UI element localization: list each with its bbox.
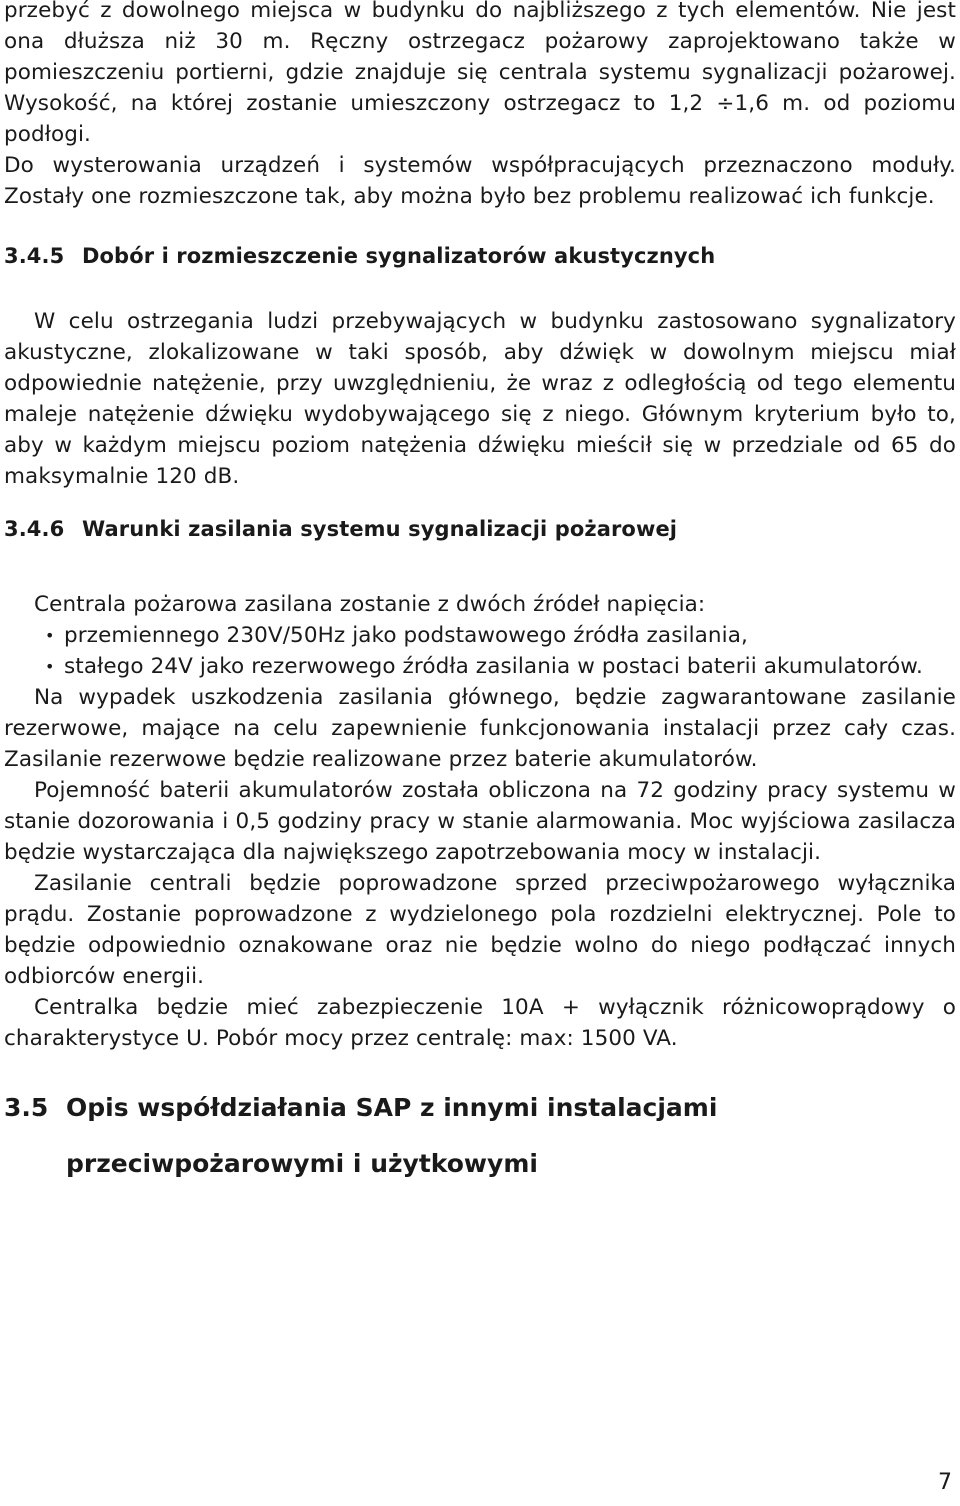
paragraph-power-supply-route: Zasilanie centrali będzie poprowadzone sprzed przeciwpożarowego wyłącznika prądu. Zostanie poprowadzone z wydzielonego pola rozdzielni elektrycznej. Pole to będzie odpowiednio oznakowane oraz nie będzie wolno do niego podłączać innych odbiorców energii. — [4, 871, 956, 989]
paragraph-backup-power: Na wypadek uszkodzenia zasilania głównego, będzie zagwarantowane zasilanie rezerwowe, mające na celu zapewnienie funkcjonowania instalacji przez cały czas. Zasilanie rezerwowe będzie realizowane przez baterie akumulatorów. — [4, 685, 956, 772]
paragraph-acoustic: W celu ostrzegania ludzi przebywających w budynku zastosowano sygnalizatory akustyczne, zlokalizowane w taki sposób, aby dźwięk w dowolnym miejscu miał odpowiednie natężenie, przy uwzględnieniu, że wraz z odległością od tego elementu maleje natężenie dźwięku wydobywającego się z niego. Głównym kryterium było to, aby w każdym miejscu poziom natężenia dźwięku mieścił się w przedziale od 65 do maksymalnie 120 dB. — [4, 309, 956, 489]
paragraph-top: przebyć z dowolnego miejsca w budynku do najbliższego z tych elementów. Nie jest ona dłuższa niż 30 m. Ręczny ostrzegacz pożarowy zaprojektowano także w pomieszczeniu portierni, gdzie znajduje się centrala systemu sygnalizacji pożarowej. Wysokość, na której zostanie umieszczony ostrzegacz to 1,2 ÷1,6 m. od poziomu podłogi. — [4, 0, 956, 147]
list-item-text: stałego 24V jako rezerwowego źródła zasilania w postaci baterii akumulatorów. — [64, 654, 923, 679]
section-title-line1: Opis współdziałania SAP z innymi instalacjami — [66, 1093, 718, 1122]
section-heading-345 — [4, 241, 956, 272]
power-source-list — [4, 620, 956, 682]
section-heading-35 — [4, 1080, 956, 1192]
page-number: 7 — [938, 1470, 952, 1495]
bullet-icon: • — [45, 657, 55, 676]
paragraph-battery-capacity: Pojemność baterii akumulatorów została obliczona na 72 godziny pracy systemu w stanie dozorowania i 0,5 godziny pracy w stanie alarmowania. Moc wyjściowa zasilacza będzie wystarczająca dla największego zapotrzebowania mocy w instalacji. — [4, 778, 956, 865]
section-heading-346 — [4, 514, 956, 545]
section-title-line2: przeciwpożarowymi i użytkowymi — [66, 1149, 538, 1178]
paragraph-power-intro: Centrala pożarowa zasilana zostanie z dwóch źródeł napięcia: — [34, 592, 706, 617]
paragraph-modules: Do wysterowania urządzeń i systemów współpracujących przeznaczono moduły. Zostały one rozmieszczone tak, aby można było bez problemu realizować ich funkcje. — [4, 153, 956, 209]
list-item-text: przemiennego 230V/50Hz jako podstawowego źródła zasilania, — [64, 623, 748, 648]
list-item — [4, 651, 956, 682]
section-number: 3.4.6 — [4, 517, 65, 541]
bullet-icon: • — [45, 626, 55, 645]
document-page — [4, 0, 956, 1192]
list-item — [4, 620, 956, 651]
section-number: 3.4.5 — [4, 244, 65, 268]
section-title: Warunki zasilania systemu sygnalizacji pożarowej — [82, 517, 678, 541]
paragraph-protection: Centralka będzie mieć zabezpieczenie 10A + wyłącznik różnicowoprądowy o charakterystyce U. Pobór mocy przez centralę: max: 1500 VA. — [4, 995, 956, 1051]
section-title: Dobór i rozmieszczenie sygnalizatorów akustycznych — [82, 244, 716, 268]
section-number: 3.5 — [4, 1093, 49, 1122]
